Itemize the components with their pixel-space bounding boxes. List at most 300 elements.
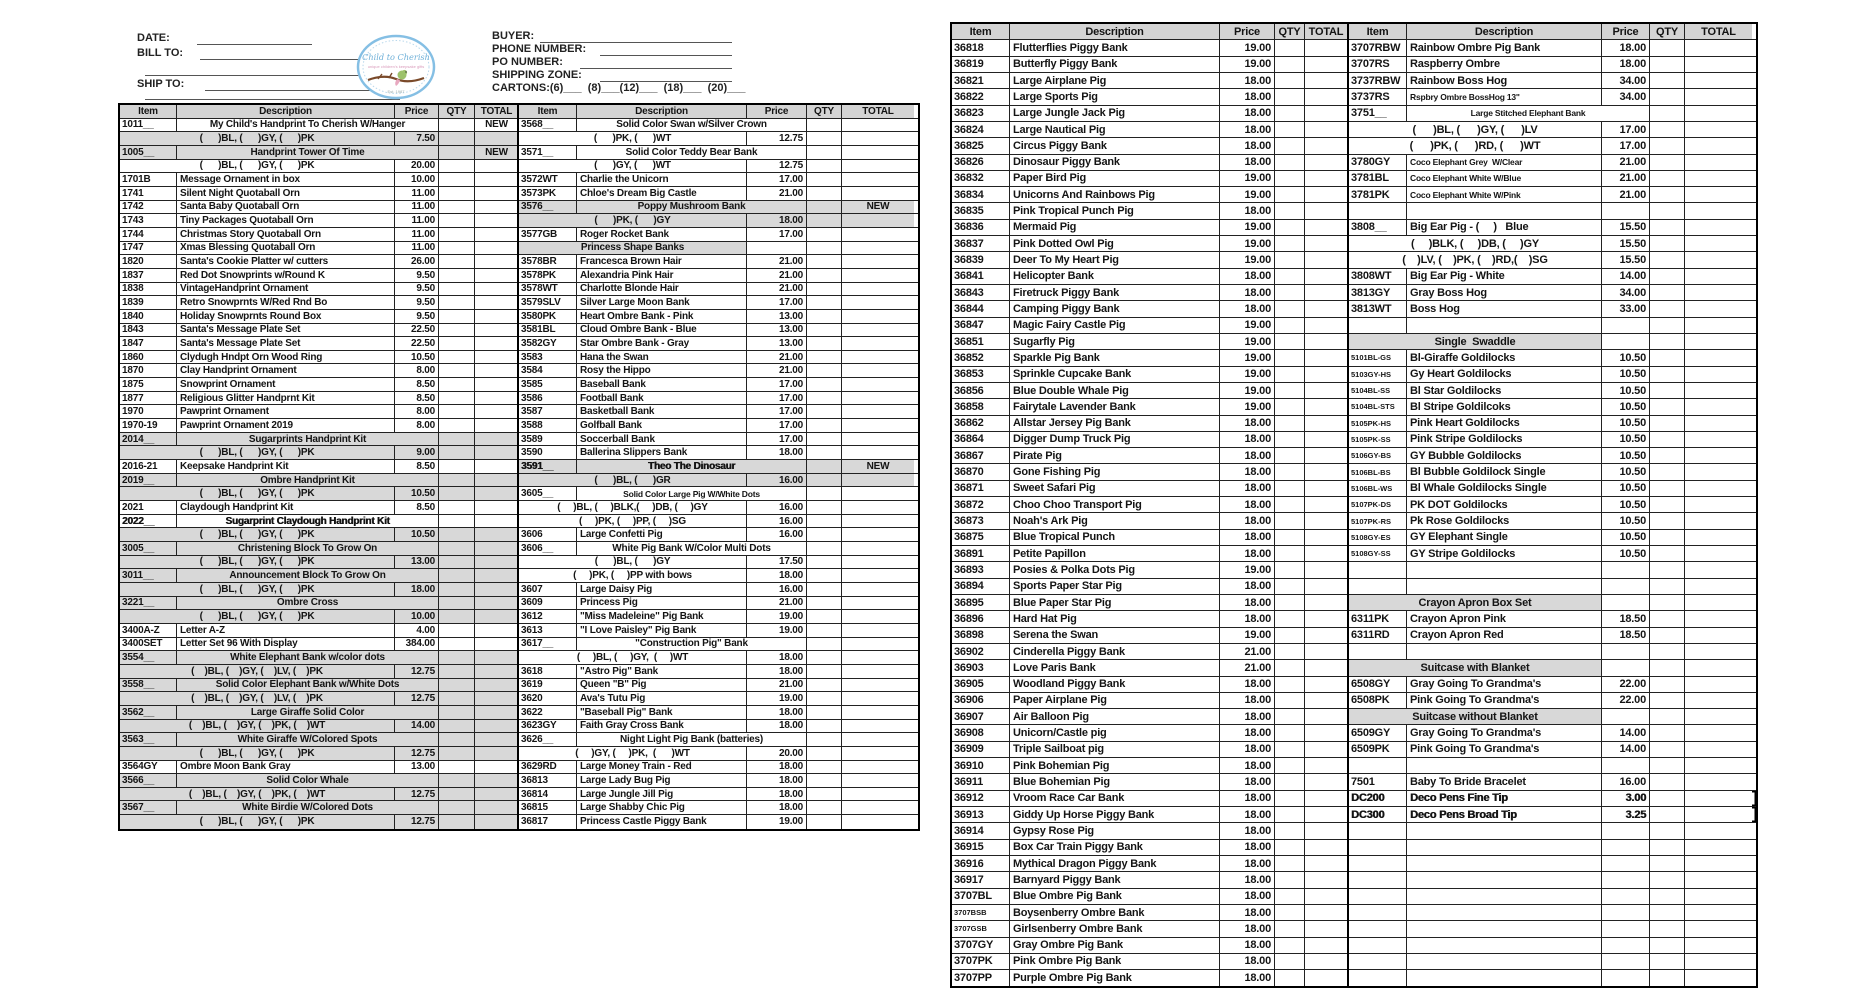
total-cell[interactable]	[1305, 791, 1347, 806]
total-cell[interactable]	[842, 228, 914, 241]
total-cell[interactable]	[1305, 628, 1347, 643]
total-cell[interactable]	[1685, 106, 1752, 121]
total-cell[interactable]	[1685, 954, 1752, 969]
total-cell[interactable]	[842, 556, 914, 569]
qty-cell[interactable]	[1275, 350, 1305, 365]
total-cell[interactable]	[1305, 921, 1347, 936]
qty-cell[interactable]	[439, 405, 475, 418]
total-cell[interactable]	[475, 624, 518, 637]
qty-cell[interactable]	[1650, 660, 1685, 675]
qty-cell[interactable]	[1650, 269, 1685, 284]
qty-cell[interactable]	[1275, 562, 1305, 577]
qty-cell[interactable]	[439, 283, 475, 296]
total-cell[interactable]	[1305, 611, 1347, 626]
total-cell[interactable]	[1305, 122, 1347, 137]
qty-cell[interactable]	[807, 706, 842, 719]
total-cell[interactable]	[1685, 122, 1752, 137]
color-options-cell[interactable]: ( )PK, ( )PP with bows	[519, 569, 747, 582]
qty-cell[interactable]	[807, 337, 842, 350]
qty-cell[interactable]	[1275, 905, 1305, 920]
total-cell[interactable]	[1305, 318, 1347, 333]
total-cell[interactable]	[475, 597, 518, 610]
qty-cell[interactable]	[1650, 644, 1685, 659]
total-cell[interactable]	[1685, 807, 1752, 822]
total-cell[interactable]	[842, 692, 914, 705]
total-cell[interactable]	[1305, 905, 1347, 920]
total-cell[interactable]	[842, 405, 914, 418]
qty-cell[interactable]	[1650, 872, 1685, 887]
qty-cell[interactable]	[1650, 383, 1685, 398]
qty-cell[interactable]	[1275, 938, 1305, 953]
qty-cell[interactable]	[1650, 579, 1685, 594]
qty-cell[interactable]	[1650, 138, 1685, 153]
total-cell[interactable]	[475, 460, 518, 473]
qty-cell[interactable]	[1650, 155, 1685, 170]
qty-cell[interactable]	[1275, 269, 1305, 284]
total-cell[interactable]	[1685, 399, 1752, 414]
total-cell[interactable]	[1305, 301, 1347, 316]
total-cell[interactable]	[1685, 269, 1752, 284]
qty-cell[interactable]	[439, 679, 475, 692]
qty-cell[interactable]	[1650, 840, 1685, 855]
total-cell[interactable]	[1685, 530, 1752, 545]
qty-cell[interactable]	[1650, 89, 1685, 104]
qty-cell[interactable]	[1275, 840, 1305, 855]
total-cell[interactable]	[1305, 89, 1347, 104]
qty-cell[interactable]	[439, 733, 475, 746]
color-options-cell[interactable]: ( )PK, ( )RD, ( )WT	[1349, 138, 1602, 153]
qty-cell[interactable]	[807, 419, 842, 432]
total-cell[interactable]	[1305, 399, 1347, 414]
total-cell[interactable]	[842, 528, 914, 541]
qty-cell[interactable]	[1275, 89, 1305, 104]
total-cell[interactable]	[842, 515, 914, 528]
total-cell[interactable]	[1685, 856, 1752, 871]
total-cell[interactable]	[1305, 106, 1347, 121]
qty-cell[interactable]	[1275, 334, 1305, 349]
total-cell[interactable]	[1685, 432, 1752, 447]
qty-cell[interactable]	[807, 146, 842, 159]
qty-cell[interactable]	[1275, 106, 1305, 121]
total-cell[interactable]	[1305, 285, 1347, 300]
po-input-line[interactable]	[580, 68, 732, 69]
qty-cell[interactable]	[439, 815, 475, 829]
total-cell[interactable]	[1305, 252, 1347, 267]
qty-cell[interactable]	[1275, 301, 1305, 316]
total-cell[interactable]	[1305, 840, 1347, 855]
qty-cell[interactable]	[1650, 187, 1685, 202]
total-cell[interactable]	[1305, 562, 1347, 577]
total-cell[interactable]	[475, 761, 518, 774]
total-cell[interactable]	[1685, 840, 1752, 855]
total-cell[interactable]	[1685, 481, 1752, 496]
total-cell[interactable]	[842, 474, 914, 487]
total-cell[interactable]	[842, 733, 914, 746]
qty-cell[interactable]	[439, 310, 475, 323]
qty-cell[interactable]	[1650, 595, 1685, 610]
total-cell[interactable]	[475, 733, 518, 746]
qty-cell[interactable]	[1275, 73, 1305, 88]
total-cell[interactable]	[1305, 725, 1347, 740]
qty-cell[interactable]	[439, 624, 475, 637]
total-cell[interactable]	[842, 747, 914, 760]
total-cell[interactable]	[475, 556, 518, 569]
qty-cell[interactable]	[439, 419, 475, 432]
color-options-cell[interactable]: ( )PK, ( )GY	[519, 214, 747, 227]
qty-cell[interactable]	[1650, 758, 1685, 773]
total-cell[interactable]	[1305, 171, 1347, 186]
total-cell[interactable]	[475, 501, 518, 514]
total-cell[interactable]	[1685, 774, 1752, 789]
qty-cell[interactable]	[1275, 285, 1305, 300]
total-cell[interactable]	[842, 433, 914, 446]
total-cell[interactable]	[1305, 220, 1347, 235]
total-cell[interactable]	[842, 364, 914, 377]
total-cell[interactable]	[1685, 171, 1752, 186]
qty-cell[interactable]	[1275, 856, 1305, 871]
qty-cell[interactable]	[1650, 318, 1685, 333]
total-cell[interactable]	[842, 337, 914, 350]
qty-cell[interactable]	[1275, 791, 1305, 806]
total-cell[interactable]	[475, 665, 518, 678]
total-cell[interactable]	[1685, 938, 1752, 953]
qty-cell[interactable]	[1275, 497, 1305, 512]
qty-cell[interactable]	[439, 228, 475, 241]
qty-cell[interactable]	[439, 132, 475, 145]
color-options-cell[interactable]: ( )BL, ( )GY, ( )PK, ( )WT	[120, 788, 395, 801]
total-cell[interactable]	[475, 692, 518, 705]
total-cell[interactable]	[842, 815, 914, 829]
qty-cell[interactable]	[439, 337, 475, 350]
total-cell[interactable]	[1305, 807, 1347, 822]
total-cell[interactable]	[842, 119, 914, 132]
total-cell[interactable]	[1305, 530, 1347, 545]
color-options-cell[interactable]: ( )BL, ( )GY, ( )LV, ( )PK	[120, 692, 395, 705]
qty-cell[interactable]	[439, 788, 475, 801]
total-cell[interactable]	[842, 378, 914, 391]
total-cell[interactable]	[1305, 660, 1347, 675]
qty-cell[interactable]	[1650, 285, 1685, 300]
qty-cell[interactable]	[439, 597, 475, 610]
qty-cell[interactable]	[807, 201, 842, 214]
qty-cell[interactable]	[439, 242, 475, 255]
total-cell[interactable]	[1305, 693, 1347, 708]
qty-cell[interactable]	[439, 515, 475, 528]
qty-cell[interactable]	[1650, 921, 1685, 936]
total-cell[interactable]	[475, 419, 518, 432]
total-cell[interactable]	[1685, 628, 1752, 643]
total-cell[interactable]	[1305, 938, 1347, 953]
qty-cell[interactable]	[439, 119, 475, 132]
total-cell[interactable]	[1305, 758, 1347, 773]
qty-cell[interactable]	[439, 187, 475, 200]
total-cell[interactable]	[475, 569, 518, 582]
total-cell[interactable]	[1685, 677, 1752, 692]
total-cell[interactable]	[1305, 579, 1347, 594]
qty-cell[interactable]	[807, 542, 842, 555]
qty-cell[interactable]	[439, 146, 475, 159]
qty-cell[interactable]	[1650, 938, 1685, 953]
total-cell[interactable]	[1685, 89, 1752, 104]
total-cell[interactable]	[475, 774, 518, 787]
total-cell[interactable]	[1305, 416, 1347, 431]
qty-cell[interactable]	[1650, 791, 1685, 806]
qty-cell[interactable]	[1275, 220, 1305, 235]
qty-cell[interactable]	[1275, 155, 1305, 170]
total-cell[interactable]	[1305, 448, 1347, 463]
qty-cell[interactable]	[1650, 823, 1685, 838]
qty-cell[interactable]	[439, 173, 475, 186]
qty-cell[interactable]	[439, 392, 475, 405]
qty-cell[interactable]	[1275, 677, 1305, 692]
qty-cell[interactable]	[1275, 383, 1305, 398]
qty-cell[interactable]	[439, 501, 475, 514]
qty-cell[interactable]	[439, 761, 475, 774]
qty-cell[interactable]	[1650, 57, 1685, 72]
total-cell[interactable]	[842, 132, 914, 145]
qty-cell[interactable]	[1275, 774, 1305, 789]
total-cell[interactable]	[1685, 350, 1752, 365]
total-cell[interactable]	[1305, 383, 1347, 398]
total-cell[interactable]	[475, 610, 518, 623]
qty-cell[interactable]	[1275, 807, 1305, 822]
qty-cell[interactable]	[439, 324, 475, 337]
qty-cell[interactable]	[807, 774, 842, 787]
qty-cell[interactable]	[1650, 203, 1685, 218]
total-cell[interactable]	[842, 419, 914, 432]
total-cell[interactable]	[1685, 334, 1752, 349]
total-cell[interactable]	[1685, 725, 1752, 740]
color-options-cell[interactable]: ( )PK, ( )PP, ( )SG	[519, 515, 747, 528]
total-cell[interactable]	[1305, 269, 1347, 284]
qty-cell[interactable]	[439, 351, 475, 364]
qty-cell[interactable]	[1650, 481, 1685, 496]
qty-cell[interactable]	[1650, 432, 1685, 447]
total-cell[interactable]	[475, 788, 518, 801]
qty-cell[interactable]	[439, 460, 475, 473]
qty-cell[interactable]	[439, 692, 475, 705]
qty-cell[interactable]	[1275, 203, 1305, 218]
color-options-cell[interactable]: ( )BL, ( )GY, ( )PK	[120, 528, 395, 541]
qty-cell[interactable]	[807, 405, 842, 418]
qty-cell[interactable]	[439, 610, 475, 623]
qty-cell[interactable]	[439, 747, 475, 760]
total-cell[interactable]	[1305, 334, 1347, 349]
total-cell[interactable]	[842, 720, 914, 733]
total-cell[interactable]	[1305, 513, 1347, 528]
qty-cell[interactable]	[1650, 530, 1685, 545]
qty-cell[interactable]	[807, 214, 842, 227]
color-options-cell[interactable]: ( )BL, ( )GY	[519, 556, 747, 569]
qty-cell[interactable]	[1650, 856, 1685, 871]
total-cell[interactable]	[842, 788, 914, 801]
qty-cell[interactable]	[1275, 921, 1305, 936]
total-cell[interactable]	[1685, 872, 1752, 887]
qty-cell[interactable]	[807, 474, 842, 487]
qty-cell[interactable]	[1650, 399, 1685, 414]
qty-cell[interactable]	[807, 515, 842, 528]
total-cell[interactable]	[1685, 823, 1752, 838]
qty-cell[interactable]	[1275, 171, 1305, 186]
qty-cell[interactable]	[1275, 595, 1305, 610]
qty-cell[interactable]	[807, 679, 842, 692]
qty-cell[interactable]	[439, 720, 475, 733]
total-cell[interactable]	[842, 160, 914, 173]
total-cell[interactable]	[1305, 546, 1347, 561]
qty-cell[interactable]	[807, 501, 842, 514]
total-cell[interactable]	[1305, 595, 1347, 610]
total-cell[interactable]	[842, 173, 914, 186]
qty-cell[interactable]	[807, 761, 842, 774]
qty-cell[interactable]	[1275, 889, 1305, 904]
qty-cell[interactable]	[1650, 350, 1685, 365]
qty-cell[interactable]	[1650, 709, 1685, 724]
qty-cell[interactable]	[439, 160, 475, 173]
total-cell[interactable]	[1685, 791, 1752, 806]
total-cell[interactable]	[475, 214, 518, 227]
total-cell[interactable]	[1305, 138, 1347, 153]
total-cell[interactable]	[475, 242, 518, 255]
total-cell[interactable]	[1685, 40, 1752, 55]
qty-cell[interactable]	[1275, 709, 1305, 724]
total-cell[interactable]	[842, 706, 914, 719]
color-options-cell[interactable]: ( )BL, ( )GY, ( )PK	[120, 487, 395, 500]
color-options-cell[interactable]: ( )GY, ( )PK, ( )WT	[519, 747, 747, 760]
qty-cell[interactable]	[1275, 236, 1305, 251]
qty-cell[interactable]	[1650, 497, 1685, 512]
total-cell[interactable]	[1685, 644, 1752, 659]
color-options-cell[interactable]: ( )BL, ( )GY, ( )PK	[120, 446, 395, 459]
qty-cell[interactable]	[439, 364, 475, 377]
total-cell[interactable]	[1685, 318, 1752, 333]
total-cell[interactable]	[475, 474, 518, 487]
total-cell[interactable]	[1305, 350, 1347, 365]
qty-cell[interactable]	[1275, 823, 1305, 838]
qty-cell[interactable]	[1650, 970, 1685, 986]
total-cell[interactable]	[842, 679, 914, 692]
qty-cell[interactable]	[1275, 546, 1305, 561]
qty-cell[interactable]	[807, 324, 842, 337]
qty-cell[interactable]	[807, 132, 842, 145]
total-cell[interactable]	[1685, 905, 1752, 920]
qty-cell[interactable]	[1650, 367, 1685, 382]
qty-cell[interactable]	[1275, 399, 1305, 414]
qty-cell[interactable]	[439, 528, 475, 541]
qty-cell[interactable]	[807, 310, 842, 323]
total-cell[interactable]	[842, 392, 914, 405]
qty-cell[interactable]	[1275, 644, 1305, 659]
qty-cell[interactable]	[439, 638, 475, 651]
qty-cell[interactable]	[1275, 138, 1305, 153]
total-cell[interactable]	[1685, 252, 1752, 267]
total-cell[interactable]	[475, 815, 518, 829]
total-cell[interactable]	[475, 337, 518, 350]
phone-input-line[interactable]	[600, 55, 732, 56]
qty-cell[interactable]	[807, 433, 842, 446]
total-cell[interactable]	[1305, 57, 1347, 72]
qty-cell[interactable]	[1650, 448, 1685, 463]
total-cell[interactable]	[1305, 709, 1347, 724]
total-cell[interactable]	[842, 597, 914, 610]
total-cell[interactable]	[1685, 285, 1752, 300]
color-options-cell[interactable]: ( )BLK, ( )DB, ( )GY	[1349, 236, 1602, 251]
total-cell[interactable]	[1685, 497, 1752, 512]
qty-cell[interactable]	[1275, 318, 1305, 333]
total-cell[interactable]	[475, 801, 518, 814]
total-cell[interactable]	[1305, 187, 1347, 202]
color-options-cell[interactable]: ( )BL, ( )GY, ( )PK	[120, 610, 395, 623]
qty-cell[interactable]	[807, 528, 842, 541]
total-cell[interactable]	[1685, 562, 1752, 577]
qty-cell[interactable]	[1650, 725, 1685, 740]
total-cell[interactable]	[842, 651, 914, 664]
qty-cell[interactable]	[1275, 579, 1305, 594]
color-options-cell[interactable]: ( )BL, ( )BLK,( )DB, ( )GY	[519, 501, 747, 514]
total-cell[interactable]	[1685, 595, 1752, 610]
qty-cell[interactable]	[439, 542, 475, 555]
qty-cell[interactable]	[807, 692, 842, 705]
total-cell[interactable]	[1685, 155, 1752, 170]
total-cell[interactable]	[475, 720, 518, 733]
total-cell[interactable]	[475, 324, 518, 337]
qty-cell[interactable]	[807, 610, 842, 623]
color-options-cell[interactable]: ( )BL, ( )GY, ( )WT	[519, 651, 747, 664]
qty-cell[interactable]	[1650, 73, 1685, 88]
qty-cell[interactable]	[1650, 416, 1685, 431]
total-cell[interactable]	[1685, 383, 1752, 398]
qty-cell[interactable]	[807, 351, 842, 364]
total-cell[interactable]	[842, 255, 914, 268]
total-cell[interactable]	[1685, 367, 1752, 382]
total-cell[interactable]	[475, 160, 518, 173]
total-cell[interactable]	[1685, 579, 1752, 594]
total-cell[interactable]	[842, 774, 914, 787]
total-cell[interactable]	[475, 583, 518, 596]
qty-cell[interactable]	[1275, 742, 1305, 757]
total-cell[interactable]	[1305, 774, 1347, 789]
total-cell[interactable]	[1685, 220, 1752, 235]
total-cell[interactable]	[1305, 823, 1347, 838]
total-cell[interactable]	[842, 638, 914, 651]
qty-cell[interactable]	[1650, 546, 1685, 561]
total-cell[interactable]	[1685, 709, 1752, 724]
qty-cell[interactable]	[439, 474, 475, 487]
qty-cell[interactable]	[439, 556, 475, 569]
total-cell[interactable]	[1685, 970, 1752, 986]
total-cell[interactable]	[1685, 203, 1752, 218]
total-cell[interactable]	[1685, 464, 1752, 479]
qty-cell[interactable]	[807, 446, 842, 459]
qty-cell[interactable]	[1650, 742, 1685, 757]
total-cell[interactable]	[1685, 301, 1752, 316]
qty-cell[interactable]	[1650, 40, 1685, 55]
qty-cell[interactable]	[439, 651, 475, 664]
total-cell[interactable]	[475, 283, 518, 296]
qty-cell[interactable]	[1275, 513, 1305, 528]
total-cell[interactable]	[475, 296, 518, 309]
color-options-cell[interactable]: ( )BL, ( )GY, ( )PK	[120, 160, 395, 173]
total-cell[interactable]	[475, 392, 518, 405]
total-cell[interactable]	[475, 747, 518, 760]
color-options-cell[interactable]: ( )BL, ( )GY, ( )PK, ( )WT	[120, 720, 395, 733]
total-cell[interactable]	[475, 187, 518, 200]
qty-cell[interactable]	[1275, 432, 1305, 447]
total-cell[interactable]	[1685, 236, 1752, 251]
total-cell[interactable]	[1305, 236, 1347, 251]
qty-cell[interactable]	[807, 720, 842, 733]
qty-cell[interactable]	[1275, 725, 1305, 740]
total-cell[interactable]	[1685, 546, 1752, 561]
